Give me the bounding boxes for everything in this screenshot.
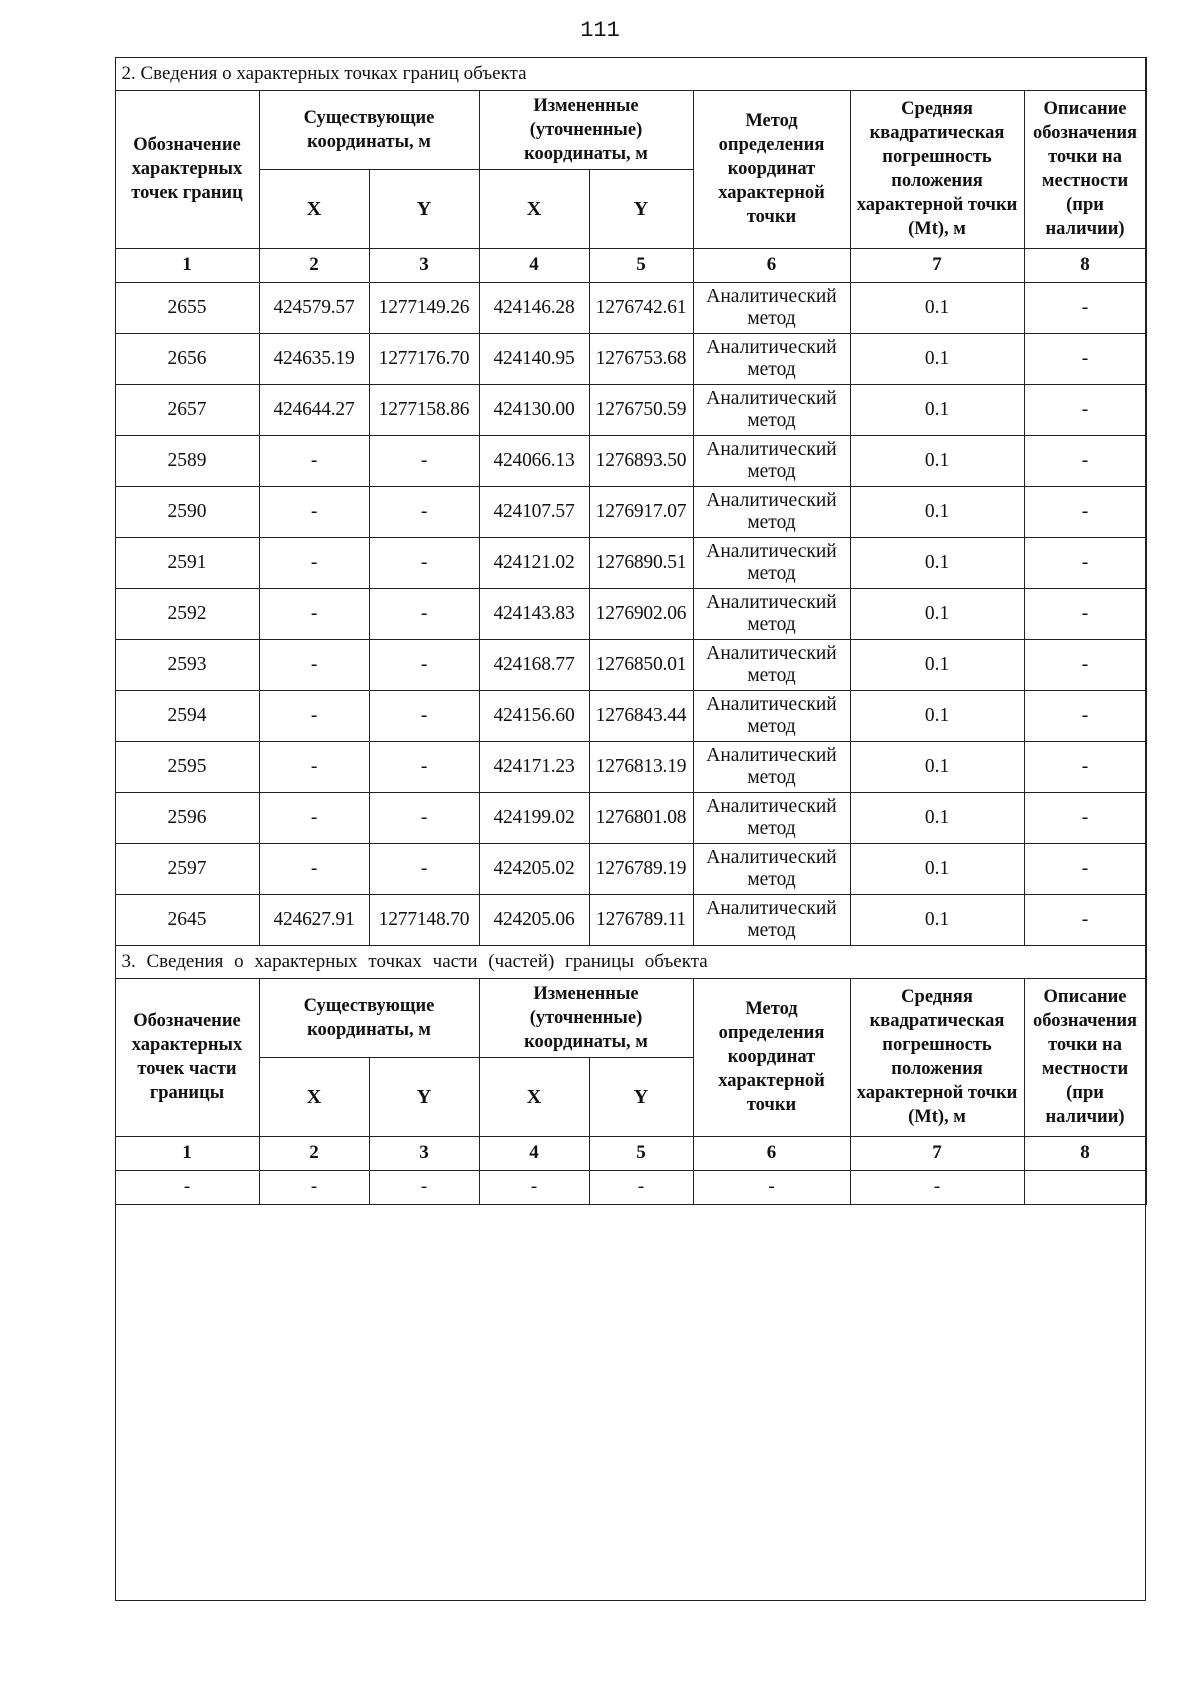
existing-x-cell: -: [259, 537, 369, 588]
header-changed: Измененные (уточненные) координаты, м: [479, 90, 693, 169]
header-changed-y: Y: [589, 1057, 693, 1136]
point-cell: 2597: [115, 843, 259, 894]
table-row: [115, 894, 1146, 945]
existing-y-cell: -: [369, 639, 479, 690]
description-cell: -: [1024, 792, 1146, 843]
table-row: [115, 333, 1146, 384]
header-error: Средняя квадратическая погрешность положения характерной точки (Mt), м: [850, 90, 1024, 248]
column-number: 3: [369, 248, 479, 282]
description-cell: -: [1024, 843, 1146, 894]
changed-x-cell: 424205.06: [479, 894, 589, 945]
point-cell: 2657: [115, 384, 259, 435]
existing-y-cell: -: [369, 843, 479, 894]
point-cell: 2595: [115, 741, 259, 792]
section3-column-numbers: [115, 1136, 1146, 1170]
method-cell: Аналитический метод: [693, 282, 850, 333]
changed-y-cell: 1276893.50: [589, 435, 693, 486]
existing-y-cell: -: [369, 741, 479, 792]
header-existing-y: Y: [369, 1057, 479, 1136]
method-cell: Аналитический метод: [693, 435, 850, 486]
changed-y-cell: 1276753.68: [589, 333, 693, 384]
error-cell: 0.1: [850, 741, 1024, 792]
description-cell: -: [1024, 435, 1146, 486]
changed-y-cell: 1276890.51: [589, 537, 693, 588]
description-cell: -: [1024, 537, 1146, 588]
points-table: [115, 57, 1147, 1205]
method-cell: Аналитический метод: [693, 384, 850, 435]
existing-x-cell: 424579.57: [259, 282, 369, 333]
existing-x-cell: -: [259, 741, 369, 792]
error-cell: 0.1: [850, 486, 1024, 537]
header-changed: Измененные (уточненные) координаты, м: [479, 978, 693, 1057]
table-row: [115, 639, 1146, 690]
table-row: [115, 690, 1146, 741]
existing-y-cell: -: [369, 588, 479, 639]
point-cell: 2589: [115, 435, 259, 486]
description-cell: -: [1024, 282, 1146, 333]
column-number: 1: [115, 248, 259, 282]
method-cell: Аналитический метод: [693, 741, 850, 792]
changed-y-cell: 1276813.19: [589, 741, 693, 792]
point-cell: 2596: [115, 792, 259, 843]
existing-y-cell: 1277158.86: [369, 384, 479, 435]
error-cell: 0.1: [850, 588, 1024, 639]
point-cell: 2645: [115, 894, 259, 945]
header-changed-y: Y: [589, 169, 693, 248]
changed-y-cell: 1276917.07: [589, 486, 693, 537]
changed-y-cell: 1276789.19: [589, 843, 693, 894]
document-frame: [115, 57, 1146, 1601]
column-number: 5: [589, 1136, 693, 1170]
table-cell: -: [115, 1170, 259, 1204]
error-cell: 0.1: [850, 690, 1024, 741]
existing-x-cell: 424635.19: [259, 333, 369, 384]
existing-x-cell: -: [259, 843, 369, 894]
table-row: [115, 282, 1146, 333]
changed-x-cell: 424130.00: [479, 384, 589, 435]
table-row: [115, 435, 1146, 486]
column-number: 4: [479, 1136, 589, 1170]
point-cell: 2593: [115, 639, 259, 690]
changed-x-cell: 424171.23: [479, 741, 589, 792]
existing-x-cell: -: [259, 690, 369, 741]
header-existing: Существующие координаты, м: [259, 90, 479, 169]
table-row: [115, 843, 1146, 894]
column-number: 6: [693, 1136, 850, 1170]
description-cell: -: [1024, 384, 1146, 435]
existing-x-cell: 424644.27: [259, 384, 369, 435]
changed-x-cell: 424143.83: [479, 588, 589, 639]
table-cell: -: [693, 1170, 850, 1204]
existing-x-cell: -: [259, 792, 369, 843]
error-cell: 0.1: [850, 792, 1024, 843]
changed-x-cell: 424146.28: [479, 282, 589, 333]
column-number: 6: [693, 248, 850, 282]
error-cell: 0.1: [850, 843, 1024, 894]
changed-y-cell: 1276850.01: [589, 639, 693, 690]
column-number: 7: [850, 1136, 1024, 1170]
method-cell: Аналитический метод: [693, 792, 850, 843]
error-cell: 0.1: [850, 639, 1024, 690]
description-cell: -: [1024, 690, 1146, 741]
description-cell: -: [1024, 588, 1146, 639]
changed-x-cell: 424107.57: [479, 486, 589, 537]
point-cell: 2656: [115, 333, 259, 384]
table-cell: -: [850, 1170, 1024, 1204]
header-description: Описание обозначения точки на местности (при наличии): [1024, 90, 1146, 248]
description-cell: -: [1024, 741, 1146, 792]
changed-x-cell: 424140.95: [479, 333, 589, 384]
point-cell: 2591: [115, 537, 259, 588]
table-row: [115, 486, 1146, 537]
changed-y-cell: 1276801.08: [589, 792, 693, 843]
point-cell: 2590: [115, 486, 259, 537]
changed-x-cell: 424168.77: [479, 639, 589, 690]
section3-header-row: [115, 978, 1146, 1057]
changed-y-cell: 1276789.11: [589, 894, 693, 945]
table-cell: -: [479, 1170, 589, 1204]
method-cell: Аналитический метод: [693, 690, 850, 741]
changed-y-cell: 1276750.59: [589, 384, 693, 435]
table-row: [115, 384, 1146, 435]
existing-y-cell: 1277148.70: [369, 894, 479, 945]
header-changed-x: X: [479, 169, 589, 248]
table-row: [115, 537, 1146, 588]
changed-x-cell: 424199.02: [479, 792, 589, 843]
point-cell: 2594: [115, 690, 259, 741]
table-row: [115, 741, 1146, 792]
table-cell: -: [259, 1170, 369, 1204]
method-cell: Аналитический метод: [693, 588, 850, 639]
changed-y-cell: 1276742.61: [589, 282, 693, 333]
changed-x-cell: 424121.02: [479, 537, 589, 588]
table-cell: -: [589, 1170, 693, 1204]
method-cell: Аналитический метод: [693, 639, 850, 690]
changed-y-cell: 1276843.44: [589, 690, 693, 741]
existing-x-cell: -: [259, 639, 369, 690]
existing-y-cell: 1277149.26: [369, 282, 479, 333]
existing-y-cell: -: [369, 486, 479, 537]
table-cell: -: [369, 1170, 479, 1204]
point-cell: 2655: [115, 282, 259, 333]
existing-y-cell: -: [369, 435, 479, 486]
existing-x-cell: -: [259, 588, 369, 639]
header-existing-x: X: [259, 1057, 369, 1136]
method-cell: Аналитический метод: [693, 333, 850, 384]
column-number: 4: [479, 248, 589, 282]
description-cell: -: [1024, 639, 1146, 690]
column-number: 3: [369, 1136, 479, 1170]
description-cell: -: [1024, 894, 1146, 945]
table-cell: [1024, 1170, 1146, 1204]
table-row: [115, 792, 1146, 843]
description-cell: -: [1024, 333, 1146, 384]
method-cell: Аналитический метод: [693, 537, 850, 588]
column-number: 2: [259, 248, 369, 282]
header-method: Метод определения координат характерной точки: [693, 90, 850, 248]
section3-empty-row: [115, 1170, 1146, 1204]
existing-y-cell: -: [369, 792, 479, 843]
method-cell: Аналитический метод: [693, 894, 850, 945]
changed-x-cell: 424156.60: [479, 690, 589, 741]
table-row: [115, 588, 1146, 639]
section2-header-row: [115, 90, 1146, 169]
error-cell: 0.1: [850, 282, 1024, 333]
existing-y-cell: -: [369, 690, 479, 741]
section2-column-numbers: [115, 248, 1146, 282]
existing-y-cell: -: [369, 537, 479, 588]
method-cell: Аналитический метод: [693, 486, 850, 537]
page-number: 111: [580, 18, 620, 43]
header-changed-x: X: [479, 1057, 589, 1136]
error-cell: 0.1: [850, 894, 1024, 945]
existing-x-cell: 424627.91: [259, 894, 369, 945]
header-existing-y: Y: [369, 169, 479, 248]
header-description: Описание обозначения точки на местности (при наличии): [1024, 978, 1146, 1136]
changed-y-cell: 1276902.06: [589, 588, 693, 639]
section2-title: 2. Сведения о характерных точках границ объекта: [115, 57, 1146, 90]
column-number: 1: [115, 1136, 259, 1170]
error-cell: 0.1: [850, 333, 1024, 384]
section3-title: 3. Сведения о характерных точках части (частей) границы объекта: [115, 945, 1146, 978]
changed-x-cell: 424066.13: [479, 435, 589, 486]
section2-title-row: [115, 57, 1146, 90]
column-number: 2: [259, 1136, 369, 1170]
header-designation: Обозначение характерных точек границ: [115, 90, 259, 248]
existing-x-cell: -: [259, 486, 369, 537]
header-designation-part: Обозначение характерных точек части границы: [115, 978, 259, 1136]
description-cell: -: [1024, 486, 1146, 537]
header-existing-x: X: [259, 169, 369, 248]
header-error: Средняя квадратическая погрешность положения характерной точки (Mt), м: [850, 978, 1024, 1136]
method-cell: Аналитический метод: [693, 843, 850, 894]
changed-x-cell: 424205.02: [479, 843, 589, 894]
column-number: 8: [1024, 248, 1146, 282]
error-cell: 0.1: [850, 435, 1024, 486]
header-method: Метод определения координат характерной точки: [693, 978, 850, 1136]
column-number: 5: [589, 248, 693, 282]
section3-title-row: [115, 945, 1146, 978]
column-number: 8: [1024, 1136, 1146, 1170]
existing-y-cell: 1277176.70: [369, 333, 479, 384]
error-cell: 0.1: [850, 384, 1024, 435]
error-cell: 0.1: [850, 537, 1024, 588]
existing-x-cell: -: [259, 435, 369, 486]
column-number: 7: [850, 248, 1024, 282]
point-cell: 2592: [115, 588, 259, 639]
header-existing: Существующие координаты, м: [259, 978, 479, 1057]
